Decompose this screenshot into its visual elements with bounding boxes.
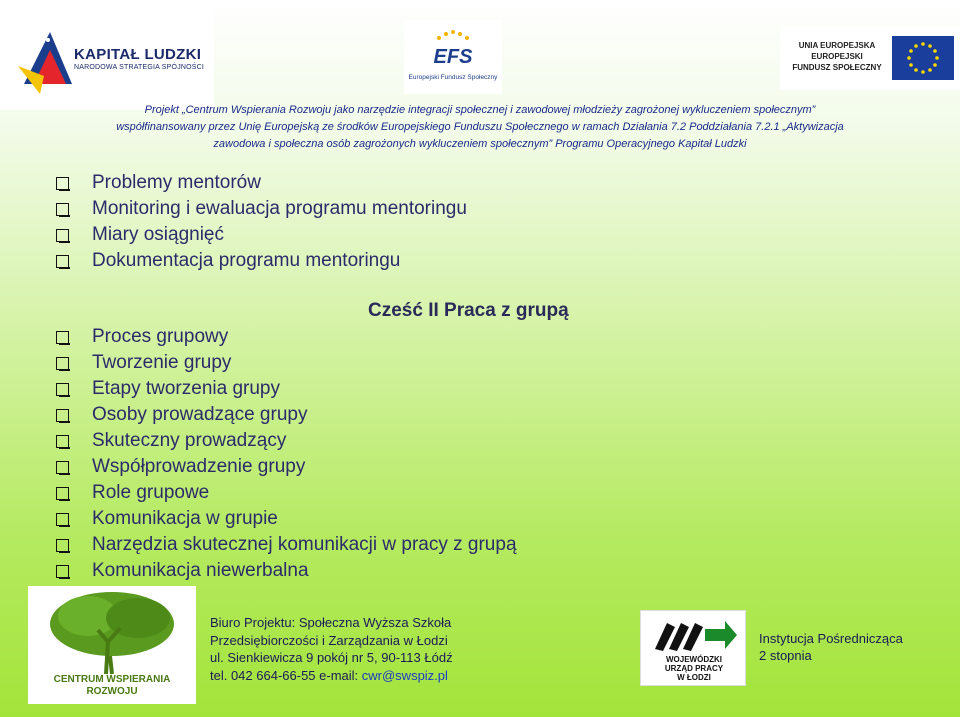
email-link[interactable]: cwr@swspiz.pl bbox=[361, 667, 448, 683]
checkbox-bullet-icon bbox=[56, 435, 69, 448]
phone-email-label: tel. 042 664-66-55 e-mail: bbox=[210, 667, 362, 683]
checkbox-bullet-icon bbox=[56, 565, 69, 578]
checkbox-bullet-icon bbox=[56, 203, 69, 216]
list-item-label: Komunikacja niewerbalna bbox=[92, 560, 309, 581]
kapital-ludzki-subtitle: NARODOWA STRATEGIA SPÓJNOŚCI bbox=[74, 64, 205, 71]
kapital-ludzki-title: KAPITAŁ LUDZKI bbox=[74, 46, 202, 63]
header-line3: zawodowa i społeczna osób zagrożonych wykluczeniem społecznym” Programu Operacyjnego Kapitał Ludzki bbox=[213, 138, 747, 150]
intermediate-institution-line1: Instytucja Pośrednicząca bbox=[759, 631, 903, 646]
topics-list-part2 bbox=[56, 324, 517, 584]
urzad-line2: URZĄD PRACY bbox=[664, 664, 724, 673]
list-item-label: Dokumentacja programu mentoringu bbox=[92, 250, 401, 271]
list-item bbox=[56, 324, 517, 350]
ue-line3: FUNDUSZ SPOŁECZNY bbox=[792, 63, 882, 72]
topics-list-part1 bbox=[56, 170, 467, 274]
list-item-label: Komunikacja w grupie bbox=[92, 508, 278, 529]
unia-europejska-logo bbox=[780, 26, 960, 90]
urzad-line1: WOJEWÓDZKI bbox=[666, 655, 722, 664]
efs-logo bbox=[404, 20, 502, 94]
section-title: Cześć II Praca z grupą bbox=[368, 300, 569, 321]
list-item-label: Tworzenie grupy bbox=[92, 352, 232, 373]
eu-flag-icon bbox=[892, 36, 954, 80]
list-item bbox=[56, 532, 517, 558]
intermediate-institution-line2: 2 stopnia bbox=[759, 648, 812, 663]
urzad-line3: W ŁODZI bbox=[677, 673, 711, 682]
list-item-label: Etapy tworzenia grupy bbox=[92, 378, 280, 399]
list-item-label: Proces grupowy bbox=[92, 326, 229, 347]
list-item bbox=[56, 248, 467, 274]
office-address: ul. Sienkiewicza 9 pokój nr 5, 90-113 Łódź bbox=[210, 650, 453, 665]
header-line1: Projekt „Centrum Wspierania Rozwoju jako narzędzie integracji społecznej i zawodowej młodzieży zagrożonej wykluczeniem społecznym” bbox=[144, 104, 816, 116]
efs-title: EFS bbox=[433, 46, 473, 68]
list-item-label: Monitoring i ewaluacja programu mentoringu bbox=[92, 198, 467, 219]
checkbox-bullet-icon bbox=[56, 177, 69, 190]
tree-caption-line1: CENTRUM WSPIERANIA bbox=[53, 674, 171, 685]
list-item bbox=[56, 428, 517, 454]
office-name-line1: Biuro Projektu: Społeczna Wyższa Szkoła bbox=[210, 615, 452, 630]
list-item-label: Współprowadzenie grupy bbox=[92, 456, 306, 477]
checkbox-bullet-icon bbox=[56, 255, 69, 268]
checkbox-bullet-icon bbox=[56, 409, 69, 422]
kapital-ludzki-emblem-icon bbox=[10, 14, 80, 104]
wojewodzki-urzad-pracy-logo bbox=[640, 610, 746, 686]
checkbox-bullet-icon bbox=[56, 229, 69, 242]
tree-icon bbox=[28, 586, 196, 676]
efs-subtitle: Europejski Fundusz Społeczny bbox=[408, 74, 498, 81]
checkbox-bullet-icon bbox=[56, 539, 69, 552]
list-item bbox=[56, 222, 467, 248]
list-item bbox=[56, 454, 517, 480]
list-item bbox=[56, 480, 517, 506]
eu-stars-icon bbox=[433, 30, 473, 44]
tree-caption-line2: ROZWOJU bbox=[86, 686, 138, 697]
ue-caption bbox=[786, 40, 888, 73]
list-item bbox=[56, 506, 517, 532]
project-header bbox=[60, 102, 900, 153]
checkbox-bullet-icon bbox=[56, 383, 69, 396]
urzad-pracy-caption bbox=[651, 655, 737, 682]
list-item bbox=[56, 376, 517, 402]
office-name-line2: Przedsiębiorczości i Zarządzania w Łodzi bbox=[210, 632, 448, 648]
checkbox-bullet-icon bbox=[56, 461, 69, 474]
urzad-pracy-arrow-icon bbox=[651, 615, 737, 655]
list-item-label: Narzędzia skutecznej komunikacji w pracy z grupą bbox=[92, 534, 517, 555]
project-office-contact bbox=[210, 614, 453, 684]
list-item-label: Role grupowe bbox=[92, 482, 210, 503]
checkbox-bullet-icon bbox=[56, 513, 69, 526]
ue-line2: EUROPEJSKI bbox=[811, 52, 863, 61]
list-item-label: Miary osiągnięć bbox=[92, 224, 224, 245]
list-item bbox=[56, 350, 517, 376]
tree-caption bbox=[28, 674, 196, 698]
list-item bbox=[56, 402, 517, 428]
list-item bbox=[56, 170, 467, 196]
list-item-label: Osoby prowadzące grupy bbox=[92, 404, 308, 425]
list-item-label: Problemy mentorów bbox=[92, 172, 261, 193]
list-item bbox=[56, 196, 467, 222]
ue-line1: UNIA EUROPEJSKA bbox=[798, 41, 876, 50]
kapital-ludzki-logo bbox=[0, 0, 214, 110]
centrum-wspierania-rozwoju-logo bbox=[28, 586, 196, 704]
checkbox-bullet-icon bbox=[56, 487, 69, 500]
checkbox-bullet-icon bbox=[56, 357, 69, 370]
list-item-label: Skuteczny prowadzący bbox=[92, 430, 287, 451]
office-phone-email bbox=[210, 667, 453, 685]
header-line2: współfinansowany przez Unię Europejską ze środków Europejskiego Funduszu Społecznego w ramach Działania 7.2 Poddziałania 7.2.1 „Aktywizacja bbox=[116, 121, 844, 133]
intermediate-institution bbox=[759, 630, 903, 664]
checkbox-bullet-icon bbox=[56, 331, 69, 344]
list-item bbox=[56, 558, 517, 584]
